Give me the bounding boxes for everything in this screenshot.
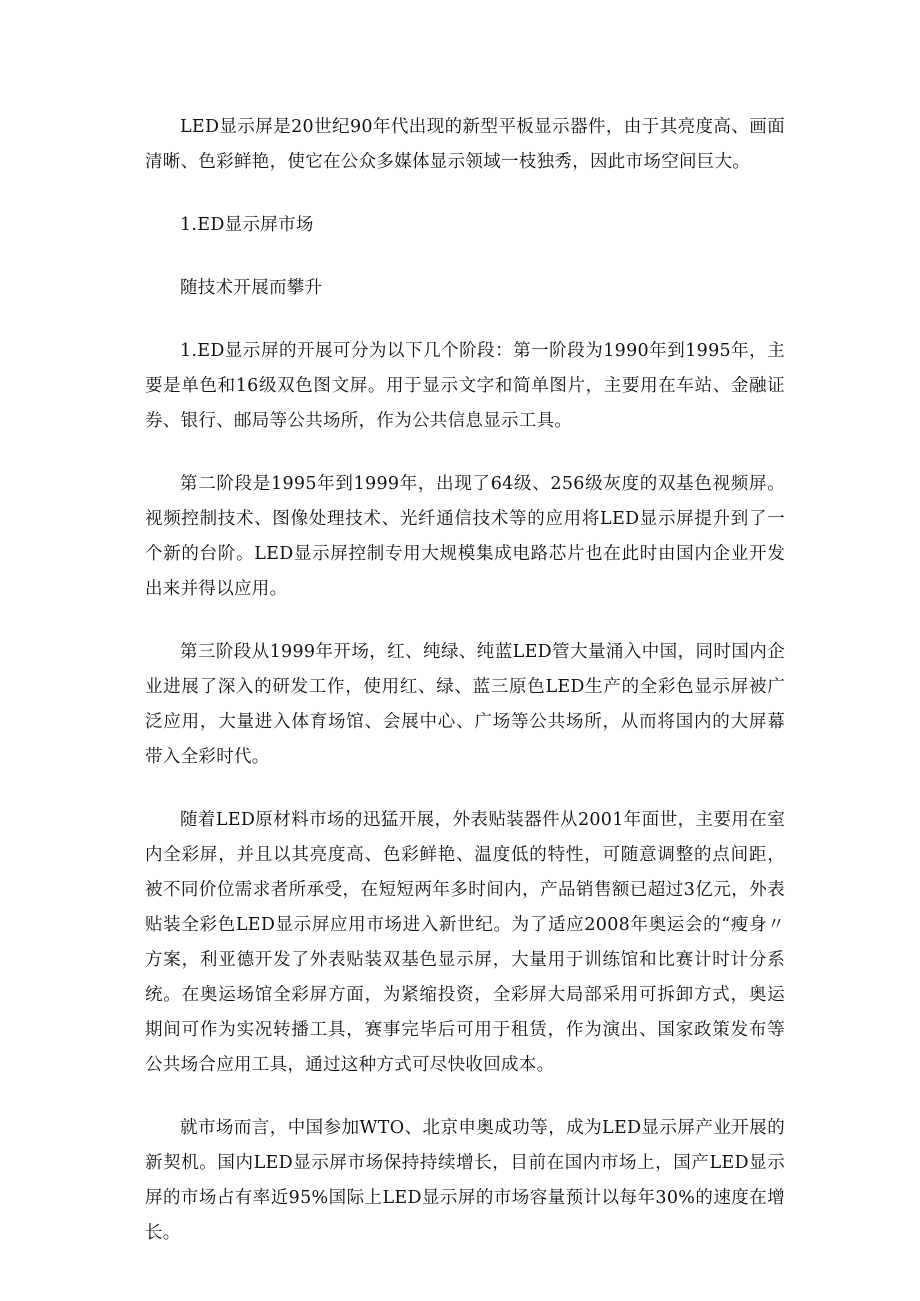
document-body — [145, 110, 785, 1279]
paragraph-intro: LED显示屏是20世纪90年代出现的新型平板显示器件，由于其亮度高、画面清晰、色彩鲜艳，使它在公众多媒体显示领域一枝独秀，因此市场空间巨大。 — [145, 117, 785, 172]
paragraph-stage-two: 第二阶段是1995年到1999年，出现了64级、256级灰度的双基色视频屏。视频控制技术、图像处理技术、光纤通信技术等的应用将LED显示屏提升到了一个新的台阶。LED显示屏控制专用大规模集成电路芯片也在此时由国内企业开发出来并得以应用。 — [145, 474, 785, 599]
paragraph-stage-one: 1.ED显示屏的开展可分为以下几个阶段：第一阶段为1990年到1995年，主要是单色和16级双色图文屏。用于显示文字和简单图片，主要用在车站、金融证券、银行、邮局等公共场所，作为公共信息显示工具。 — [145, 341, 785, 431]
paragraph-market: 就市场而言，中国参加WTO、北京申奥成功等，成为LED显示屏产业开展的新契机。国内LED显示屏市场保持持续增长，目前在国内市场上，国产LED显示屏的市场占有率近95%国际上LED显示屏的市场容量预计以每年30%的速度在增长。 — [145, 1118, 785, 1243]
section-heading: 1.ED显示屏市场 — [180, 215, 314, 235]
paragraph-stage-three: 第三阶段从1999年开场，红、纯绿、纯蓝LED管大量涌入中国，同时国内企业进展了深入的研发工作，使用红、绿、蓝三原色LED生产的全彩色显示屏被广泛应用，大量进入体育场馆、会展中心、广场等公共场所，从而将国内的大屏幕带入全彩时代。 — [145, 642, 785, 767]
paragraph-surface-mount: 随着LED原材料市场的迅猛开展，外表贴装器件从2001年面世，主要用在室内全彩屏，并且以其亮度高、色彩鲜艳、温度低的特性，可随意调整的点间距，被不同价位需求者所承受，在短短两年多时间内，产品销售额已超过3亿元，外表贴装全彩色LED显示屏应用市场进入新世纪。为了适应2008年奥运会的“瘦身〃方案，利亚德开发了外表贴装双基色显示屏，大量用于训练馆和比赛计时计分系统。在奥运场馆全彩屏方面，为紧缩投资，全彩屏大局部采用可拆卸方式，奥运期间可作为实况转播工具，赛事完毕后可用于租赁，作为演出、国家政策发布等公共场合应用工具，通过这种方式可尽快收回成本。 — [145, 810, 785, 1075]
subsection-heading: 随技术开展而攀升 — [180, 278, 323, 298]
